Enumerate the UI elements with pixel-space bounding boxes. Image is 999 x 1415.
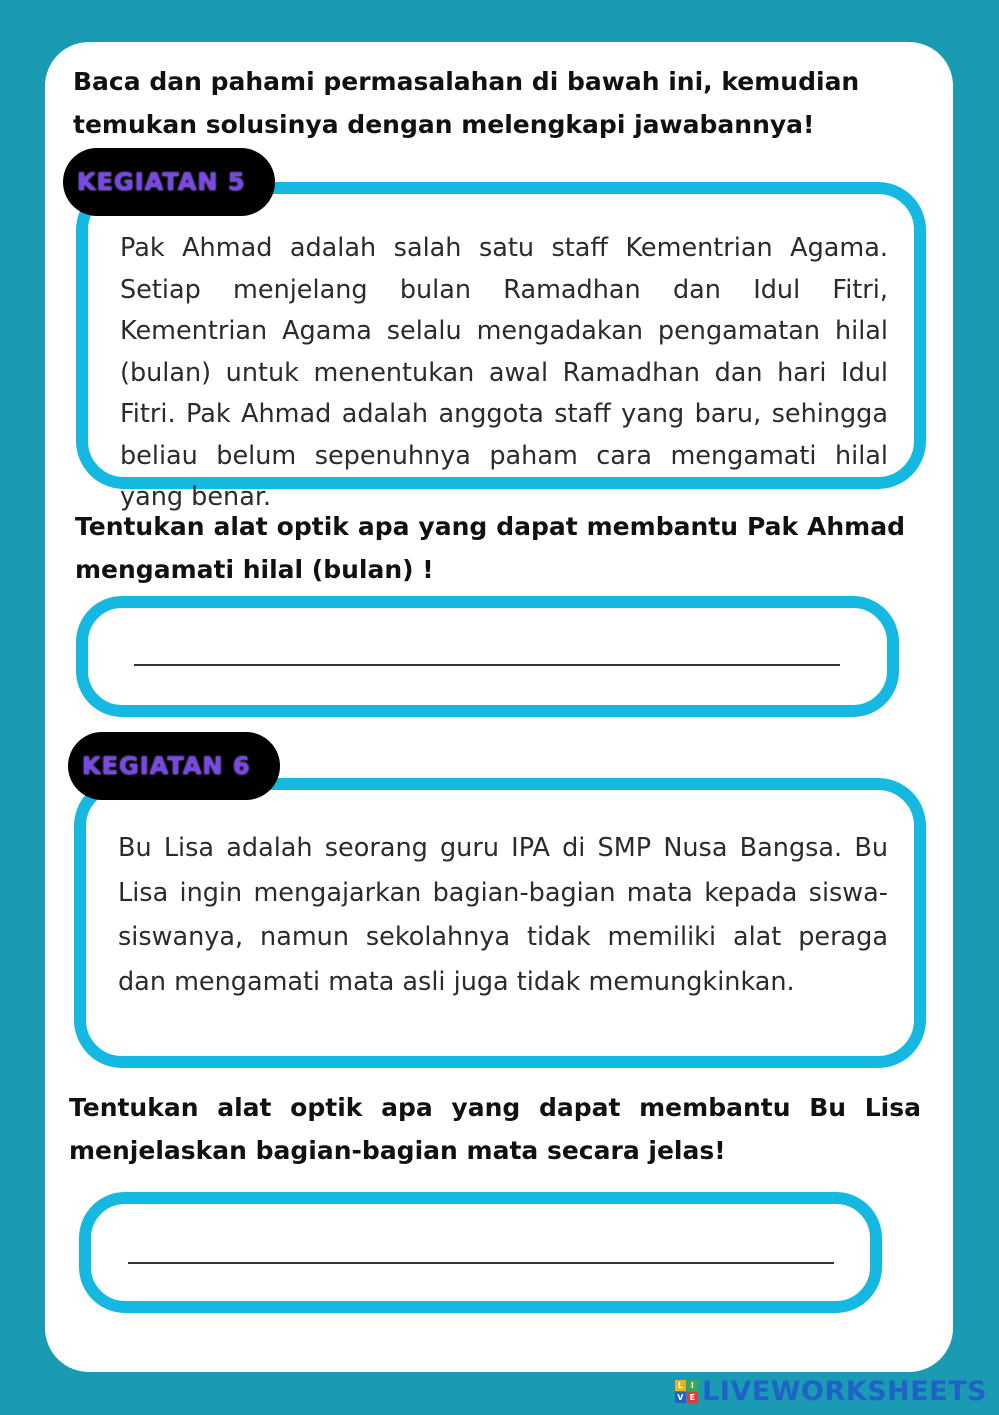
answer-input-5[interactable] — [134, 640, 840, 666]
activity-badge-5 — [63, 148, 275, 216]
instruction-text: Baca dan pahami permasalahan di bawah ini, kemudian temukan solusinya dengan melengkapi jawabannya! — [73, 67, 860, 139]
logo-letter-e: E — [687, 1392, 698, 1403]
activity-badge-6 — [68, 732, 280, 800]
story-text-5: Pak Ahmad adalah salah satu staff Kementrian Agama. Setiap menjelang bulan Ramadhan dan Idul Fitri, Kementrian Agama selalu mengadakan pengamatan hilal (bulan) untuk menentukan awal Ramadhan dan hari Idul Fitri. Pak Ahmad adalah anggota staff yang baru, sehingga beliau belum sepenuhnya paham cara mengamati hilal yang benar. — [120, 233, 888, 512]
activity-badge-label-6: KEGIATAN 6 — [82, 752, 251, 780]
activity-badge-label-5: KEGIATAN 5 — [77, 168, 246, 196]
answer-input-6[interactable] — [128, 1238, 834, 1264]
story-text-6: Bu Lisa adalah seorang guru IPA di SMP Nusa Bangsa. Bu Lisa ingin mengajarkan bagian-bagian mata kepada siswa-siswanya, namun sekolahnya tidak memiliki alat peraga dan mengamati mata asli juga tidak memungkinkan. — [118, 833, 888, 997]
story-box-6 — [74, 778, 926, 1068]
liveworksheets-logo-icon — [675, 1380, 698, 1403]
logo-letter-v: V — [675, 1392, 686, 1403]
brand-name: LIVEWORKSHEETS — [702, 1376, 987, 1407]
logo-letter-i: I — [687, 1380, 698, 1391]
question-6: Tentukan alat optik apa yang dapat membantu Bu Lisa menjelaskan bagian-bagian mata secara jelas! — [69, 1093, 921, 1165]
question-5: Tentukan alat optik apa yang dapat membantu Pak Ahmad mengamati hilal (bulan) ! — [75, 512, 905, 584]
story-box-5 — [76, 182, 926, 512]
logo-letter-l: L — [675, 1380, 686, 1391]
liveworksheets-brand[interactable] — [675, 1376, 987, 1407]
